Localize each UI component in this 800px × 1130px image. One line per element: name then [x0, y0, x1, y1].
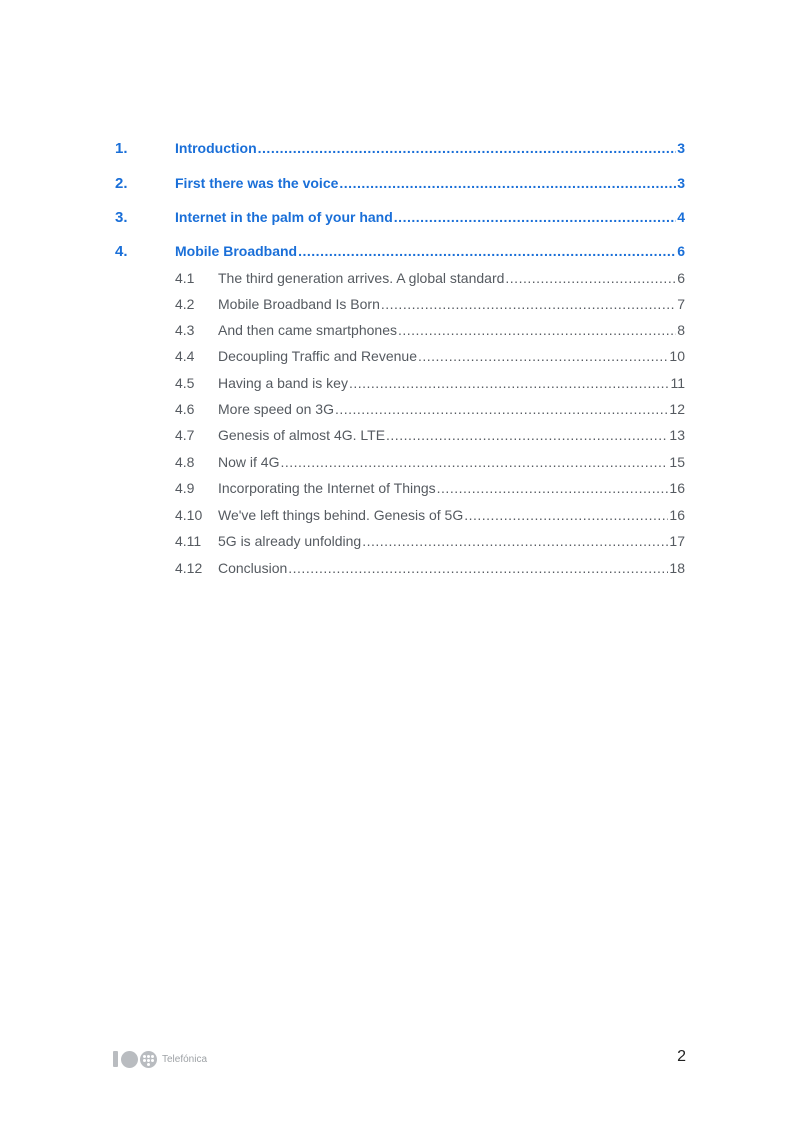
- toc-entry-title: First there was the voice: [175, 175, 339, 191]
- dot-leader: [398, 322, 676, 338]
- toc-entry-number: 1.: [115, 140, 128, 157]
- toc-entry-number: 4.: [115, 243, 128, 260]
- toc-entry-number: 2.: [115, 175, 128, 192]
- toc-subentry-title: Genesis of almost 4G. LTE: [218, 427, 386, 443]
- toc-subentry-number: 4.6: [175, 401, 195, 417]
- toc-subentry-number: 4.7: [175, 427, 195, 443]
- toc-entry-internet-in-the-palm[interactable]: [115, 209, 685, 233]
- toc-subentry-4-10[interactable]: [175, 507, 685, 529]
- toc-subentry-title: Having a band is key: [218, 375, 348, 391]
- toc-subentry-4-1[interactable]: [175, 270, 685, 292]
- toc-subentry-number: 4.4: [175, 348, 195, 364]
- toc-subentry-title: The third generation arrives. A global standard: [218, 270, 505, 286]
- logo-bar-shape: [113, 1051, 118, 1067]
- toc-subentry-4-3[interactable]: [175, 322, 685, 344]
- toc-entry-title: Introduction: [175, 140, 257, 156]
- toc-subentry-page: 11: [670, 375, 685, 391]
- toc-subentry-title: Incorporating the Internet of Things: [218, 480, 436, 496]
- dot-leader: [288, 560, 668, 576]
- dot-leader: [505, 270, 676, 286]
- dot-leader: [464, 507, 668, 523]
- toc-entry-page: 6: [677, 243, 685, 259]
- toc-entry-page: 3: [677, 175, 685, 191]
- toc-subentry-number: 4.12: [175, 560, 203, 576]
- toc-subentry-4-11[interactable]: [175, 533, 685, 555]
- toc-subentry-number: 4.9: [175, 480, 195, 496]
- toc-entry-page: 3: [677, 140, 685, 156]
- toc-subentry-title: We've left things behind. Genesis of 5G: [218, 507, 464, 523]
- dot-leader: [349, 375, 669, 391]
- toc-entry-title: Internet in the palm of your hand: [175, 209, 393, 225]
- toc-subentry-title: More speed on 3G: [218, 401, 334, 417]
- toc-subentry-4-12[interactable]: [175, 560, 685, 582]
- toc-subentry-title: And then came smartphones: [218, 322, 397, 338]
- toc-entry-mobile-broadband[interactable]: [115, 243, 685, 267]
- toc-subentry-page: 16: [669, 507, 685, 523]
- dot-leader: [280, 454, 668, 470]
- toc-subentry-page: 8: [677, 322, 685, 338]
- dot-leader: [386, 427, 668, 443]
- toc-subentry-page: 16: [669, 480, 685, 496]
- toc-entry-page: 4: [677, 209, 685, 225]
- toc-subentry-4-4[interactable]: [175, 348, 685, 370]
- logo-dots-shape: [140, 1051, 157, 1068]
- toc-subentry-4-6[interactable]: [175, 401, 685, 423]
- toc-entry-introduction[interactable]: [115, 140, 685, 164]
- toc-subentry-number: 4.1: [175, 270, 195, 286]
- telefonica-logo-icon: [113, 1049, 207, 1069]
- toc-subentry-number: 4.8: [175, 454, 195, 470]
- toc-entry-number: 3.: [115, 209, 128, 226]
- toc-subentry-number: 4.11: [175, 533, 202, 549]
- toc-subentry-page: 7: [677, 296, 685, 312]
- toc-subentry-title: Now if 4G: [218, 454, 280, 470]
- toc-subentry-4-7[interactable]: [175, 427, 685, 449]
- toc-subentry-title: 5G is already unfolding: [218, 533, 362, 549]
- toc-subentry-title: Mobile Broadband Is Born: [218, 296, 380, 312]
- toc-subentry-number: 4.10: [175, 507, 203, 523]
- dot-leader: [339, 175, 676, 191]
- toc-subentry-page: 18: [669, 560, 685, 576]
- toc-subentry-number: 4.2: [175, 296, 195, 312]
- logo-text: Telefónica: [162, 1053, 208, 1065]
- toc-subentry-4-9[interactable]: [175, 480, 685, 502]
- toc-entry-title: Mobile Broadband: [175, 243, 298, 259]
- toc-subentry-page: 12: [669, 401, 685, 417]
- logo-circle-shape: [121, 1051, 138, 1068]
- toc-subentry-number: 4.3: [175, 322, 195, 338]
- toc-subentry-title: Conclusion: [218, 560, 288, 576]
- dot-leader: [258, 140, 677, 156]
- toc-subentry-4-2[interactable]: [175, 296, 685, 318]
- toc-subentry-page: 17: [669, 533, 685, 549]
- dot-leader: [381, 296, 676, 312]
- dot-leader: [394, 209, 676, 225]
- toc-subentry-page: 15: [669, 454, 685, 470]
- toc-entry-first-there-was-the-voice[interactable]: [115, 175, 685, 199]
- dot-leader: [418, 348, 668, 364]
- toc-subentry-page: 10: [669, 348, 685, 364]
- toc-subentry-page: 13: [669, 427, 685, 443]
- toc-subentry-page: 6: [677, 270, 685, 286]
- dot-leader: [335, 401, 668, 417]
- toc-subentry-4-8[interactable]: [175, 454, 685, 476]
- dot-leader: [298, 243, 676, 259]
- page-number: 2: [677, 1048, 686, 1065]
- toc-subentry-4-5[interactable]: [175, 375, 685, 397]
- toc-subentry-number: 4.5: [175, 375, 195, 391]
- toc-subentry-title: Decoupling Traffic and Revenue: [218, 348, 417, 364]
- dot-leader: [362, 533, 668, 549]
- dot-leader: [437, 480, 669, 496]
